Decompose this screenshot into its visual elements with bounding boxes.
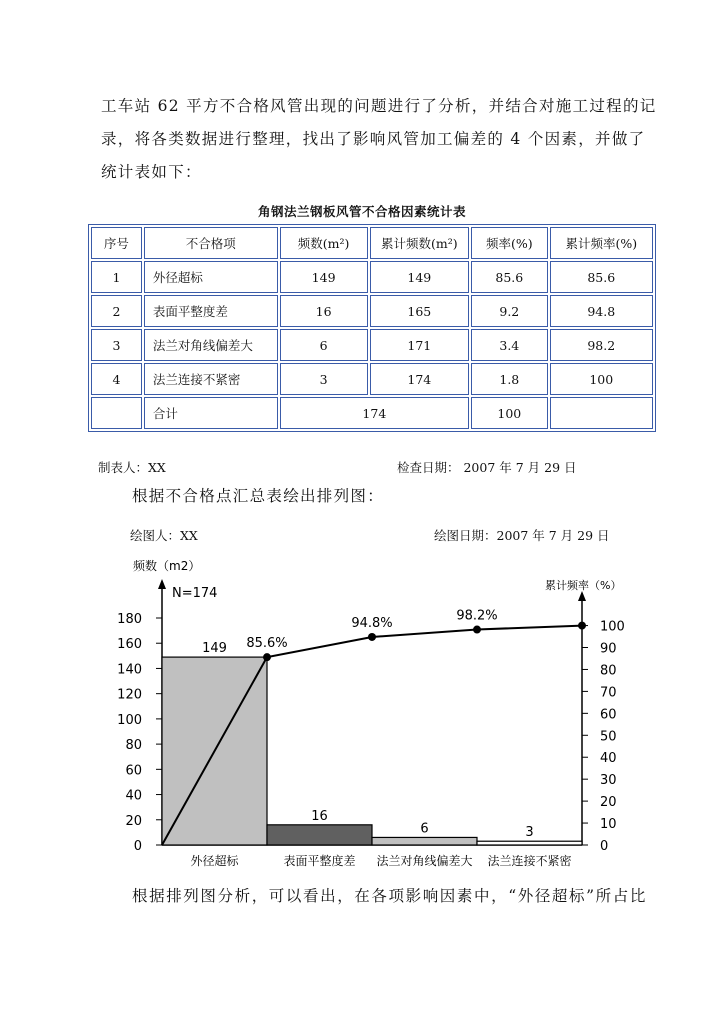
right-axis-label: 累计频率（%） bbox=[545, 579, 622, 592]
table-cell: 149 bbox=[280, 261, 368, 293]
right-tick-label: 100 bbox=[600, 619, 625, 635]
total-rate: 100 bbox=[471, 397, 547, 429]
total-frequency: 174 bbox=[280, 397, 469, 429]
table-cell: 法兰对角线偏差大 bbox=[144, 329, 278, 361]
right-tick-label: 10 bbox=[600, 817, 617, 833]
bar-value-label: 16 bbox=[311, 808, 328, 824]
header-cell: 频数(m²) bbox=[280, 227, 368, 259]
left-tick-label: 180 bbox=[117, 612, 142, 627]
right-tick-label: 0 bbox=[600, 839, 609, 854]
left-tick-label: 100 bbox=[117, 712, 142, 728]
table-row bbox=[91, 261, 653, 293]
cumulative-label: 98.2% bbox=[456, 608, 498, 624]
table-row bbox=[91, 363, 653, 395]
category-label: 表面平整度差 bbox=[283, 854, 356, 868]
header-cell: 不合格项 bbox=[144, 227, 278, 259]
left-tick-label: 40 bbox=[125, 788, 142, 804]
left-axis-label: 频数（m2） bbox=[133, 559, 201, 573]
table-total-row bbox=[91, 397, 653, 429]
header-cell: 频率(%) bbox=[471, 227, 547, 259]
table-cell: 4 bbox=[91, 363, 142, 395]
category-label: 法兰连接不紧密 bbox=[487, 854, 572, 868]
table-cell: 165 bbox=[370, 295, 470, 327]
bar bbox=[372, 837, 477, 845]
table-cell: 174 bbox=[370, 363, 470, 395]
table-cell: 2 bbox=[91, 295, 142, 327]
right-tick-label: 70 bbox=[600, 685, 617, 701]
chart-intro: 根据不合格点汇总表绘出排列图： bbox=[132, 487, 385, 505]
table-cell: 6 bbox=[280, 329, 368, 361]
table-cell: 3 bbox=[280, 363, 368, 395]
statistics-table bbox=[88, 224, 656, 432]
bar bbox=[267, 825, 372, 845]
table-cell: 9.2 bbox=[471, 295, 547, 327]
table-cell bbox=[550, 397, 653, 429]
bar-value-label: 6 bbox=[420, 821, 429, 837]
header-cell: 累计频率(%) bbox=[550, 227, 653, 259]
left-tick-label: 20 bbox=[125, 813, 142, 829]
pareto-chart bbox=[0, 545, 724, 875]
category-label: 法兰对角线偏差大 bbox=[376, 854, 473, 868]
left-tick-label: 0 bbox=[133, 839, 142, 854]
left-tick-label: 140 bbox=[117, 662, 142, 678]
table-cell: 94.8 bbox=[550, 295, 653, 327]
total-label: 合计 bbox=[144, 397, 278, 429]
right-tick-label: 60 bbox=[600, 707, 617, 723]
header-cell: 累计频数(m²) bbox=[370, 227, 470, 259]
cumulative-label: 85.6% bbox=[246, 636, 288, 652]
check-date: 检查日期： 2007 年 7 月 29 日 bbox=[397, 460, 577, 475]
bar bbox=[477, 841, 582, 845]
table-cell: 100 bbox=[550, 363, 653, 395]
left-axis-arrow bbox=[158, 579, 166, 589]
conclusion-paragraph: 根据排列图分析，可以看出，在各项影响因素中，“外径超标”所占比 bbox=[132, 887, 647, 905]
table-cell: 85.6 bbox=[550, 261, 653, 293]
table-cell bbox=[91, 397, 142, 429]
header-cell: 序号 bbox=[91, 227, 142, 259]
category-label: 外径超标 bbox=[190, 854, 239, 868]
n-total-label: N=174 bbox=[172, 586, 218, 601]
left-tick-label: 60 bbox=[125, 763, 142, 779]
bar-value-label: 149 bbox=[202, 641, 227, 657]
left-tick-label: 80 bbox=[125, 738, 142, 754]
right-tick-label: 90 bbox=[600, 641, 617, 657]
table-cell: 法兰连接不紧密 bbox=[144, 363, 278, 395]
table-cell: 外径超标 bbox=[144, 261, 278, 293]
chart-date: 绘图日期：2007 年 7 月 29 日 bbox=[434, 528, 610, 543]
table-row bbox=[91, 295, 653, 327]
table-title: 角钢法兰钢板风管不合格因素统计表 bbox=[257, 204, 466, 219]
table-cell: 171 bbox=[370, 329, 470, 361]
table-cell: 85.6 bbox=[471, 261, 547, 293]
table-cell: 3.4 bbox=[471, 329, 547, 361]
cumulative-point bbox=[263, 653, 271, 661]
right-tick-label: 40 bbox=[600, 751, 617, 767]
right-tick-label: 80 bbox=[600, 663, 617, 679]
right-axis-arrow bbox=[578, 591, 586, 601]
cumulative-point bbox=[473, 626, 481, 634]
bar-value-label: 3 bbox=[525, 825, 534, 841]
cumulative-point bbox=[578, 622, 586, 630]
intro-paragraph: 工车站 62 平方不合格风管出现的问题进行了分析，并结合对施工过程的记录，将各类数据进行整理，找出了影响风管加工偏差的 4 个因素，并做了统计表如下： bbox=[101, 97, 657, 181]
table-cell: 1 bbox=[91, 261, 142, 293]
left-tick-label: 120 bbox=[117, 687, 142, 703]
table-maker: 制表人：XX bbox=[98, 460, 166, 475]
table-cell: 98.2 bbox=[550, 329, 653, 361]
right-tick-label: 20 bbox=[600, 795, 617, 811]
table-header-row bbox=[91, 227, 653, 259]
chart-author: 绘图人：XX bbox=[130, 528, 198, 543]
table-cell: 149 bbox=[370, 261, 470, 293]
cumulative-label: 94.8% bbox=[351, 615, 393, 631]
table-cell: 表面平整度差 bbox=[144, 295, 278, 327]
table-cell: 3 bbox=[91, 329, 142, 361]
table-cell: 1.8 bbox=[471, 363, 547, 395]
right-tick-label: 50 bbox=[600, 729, 617, 745]
left-tick-label: 160 bbox=[117, 637, 142, 653]
table-cell: 16 bbox=[280, 295, 368, 327]
table-row bbox=[91, 329, 653, 361]
cumulative-point bbox=[368, 633, 376, 641]
right-tick-label: 30 bbox=[600, 773, 617, 789]
